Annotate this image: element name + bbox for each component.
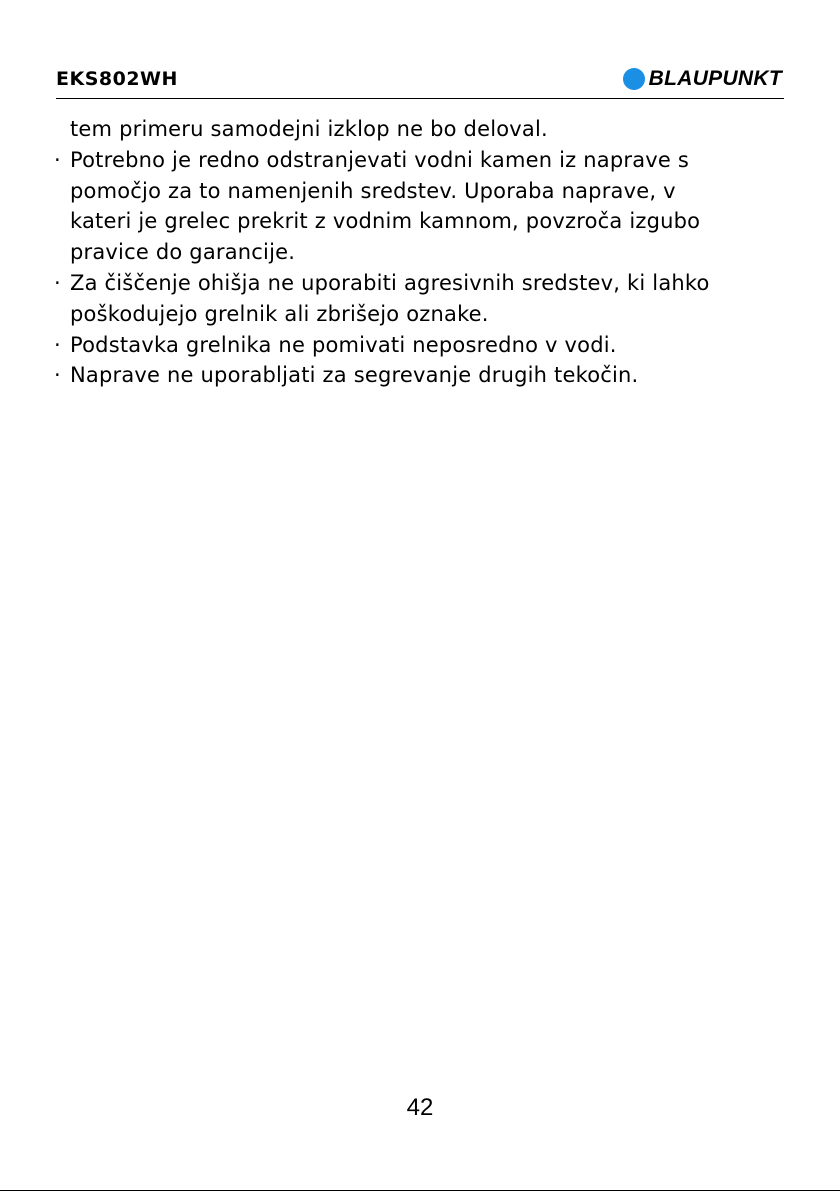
- text-line: [54, 237, 794, 268]
- line-text: poškodujejo grelnik ali zbrišejo oznake.: [70, 301, 489, 326]
- bullet-item: [54, 145, 794, 176]
- text-line: [54, 176, 794, 207]
- page-header: [56, 64, 784, 99]
- line-text: Podstavka grelnika ne pomivati neposredno v vodi.: [70, 332, 617, 357]
- bullet-item: [54, 330, 794, 361]
- page-number: 42: [406, 1094, 434, 1121]
- line-text: tem primeru samodejni izklop ne bo deloval.: [70, 117, 548, 141]
- text-line: [54, 299, 794, 330]
- bullet-item: [54, 268, 794, 299]
- line-text: pravice do garancije.: [70, 240, 296, 265]
- line-text: Za čiščenje ohišja ne uporabiti agresivnih sredstev, ki lahko: [70, 270, 710, 295]
- line-text: Potrebno je redno odstranjevati vodni kamen iz naprave s: [70, 147, 690, 172]
- model-number: EKS802WH: [56, 68, 178, 90]
- brand-name: BLAUPUNKT: [648, 67, 782, 90]
- bottom-divider: [0, 1190, 840, 1191]
- line-text: pomočjo za to namenjenih sredstev. Uporaba naprave, v: [70, 178, 676, 203]
- bullet-icon: ·: [54, 332, 61, 357]
- bullet-icon: ·: [54, 147, 61, 172]
- brand-logo: [623, 67, 782, 91]
- line-text: kateri je grelec prekrit z vodnim kamnom, povzroča izgubo: [70, 209, 701, 234]
- instructions-text: [54, 114, 794, 391]
- bullet-icon: ·: [54, 363, 61, 388]
- line-text: Naprave ne uporabljati za segrevanje drugih tekočin.: [70, 363, 639, 388]
- text-line: [54, 206, 794, 237]
- brand-logo-dot-icon: [623, 68, 645, 90]
- text-line: [54, 114, 794, 145]
- bullet-icon: ·: [54, 270, 61, 295]
- bullet-item: [54, 360, 794, 391]
